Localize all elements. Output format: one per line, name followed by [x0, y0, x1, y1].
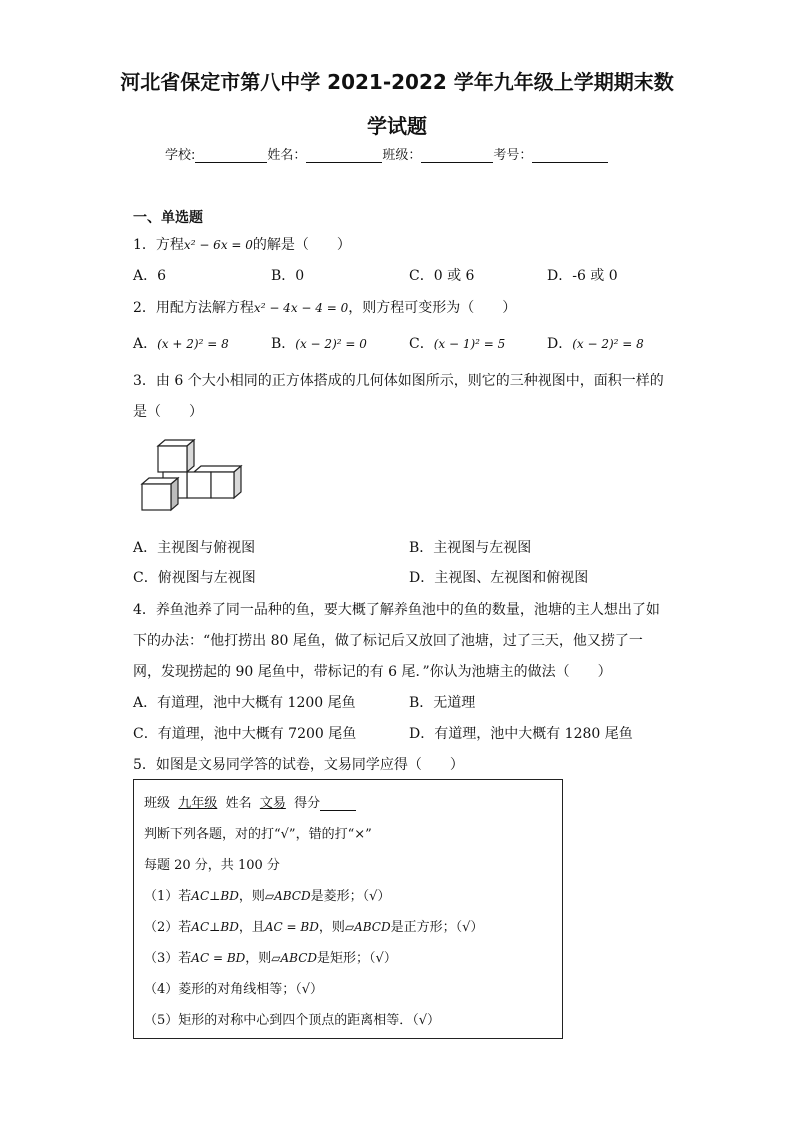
- q4-option-d: D．有道理，池中大概有 1280 尾鱼: [409, 726, 633, 742]
- answer-sheet-box: [133, 779, 563, 1039]
- q3-option-b: B．主视图与左视图: [409, 540, 532, 556]
- q1-option-c: C．0 或 6: [409, 268, 475, 284]
- q3-option-c: C．俯视图与左视图: [133, 570, 256, 586]
- q2-equation: x² − 4x − 4 = 0: [253, 301, 349, 315]
- cube-side-face: [187, 440, 194, 472]
- sheet-name-value: 文易: [259, 796, 286, 811]
- q1-option-a: A．6: [133, 268, 167, 284]
- sheet-class-value: 九年级: [178, 796, 218, 811]
- q1-equation: x² − 6x = 0: [183, 238, 253, 252]
- row-cube-1: [187, 472, 211, 498]
- sheet-item-5: （5）矩形的对称中心到四个顶点的距离相等．（√）: [144, 1013, 441, 1028]
- sheet-score-label: 得分: [294, 796, 321, 811]
- cube-front-face: [158, 446, 187, 472]
- q4-option-b: B．无道理: [409, 695, 476, 711]
- question-5: 5．如图是文易同学答的试卷，文易同学应得（ ）: [133, 757, 464, 773]
- sheet-name-label: 姓名: [225, 796, 252, 811]
- q1-post: 的解是（ ）: [252, 237, 351, 253]
- q4-option-c: C．有道理，池中大概有 7200 尾鱼: [133, 726, 357, 742]
- number-blank: [532, 148, 608, 163]
- sheet-item-4: （4）菱形的对角线相等；（√）: [144, 982, 324, 997]
- row-cube-2: [211, 472, 234, 498]
- front-cube-side: [171, 478, 178, 510]
- q3-option-a: A．主视图与俯视图: [133, 540, 256, 556]
- front-cube-face: [142, 484, 171, 510]
- question-2: [133, 297, 516, 317]
- question-4-line1: 4．养鱼池养了同一品种的鱼，要大概了解养鱼池中的鱼的数量，池塘的主人想出了如: [133, 602, 660, 618]
- question-3-line2: 是（ ）: [133, 404, 203, 420]
- q1-option-d: D．-6 或 0: [547, 268, 618, 284]
- q2-pre: 2．用配方法解方程: [133, 300, 254, 316]
- student-info-row: [165, 144, 608, 163]
- row-top-face: [194, 466, 241, 472]
- name-label: 姓名：: [267, 148, 307, 163]
- school-blank: [195, 148, 267, 163]
- school-label: 学校:: [165, 148, 196, 163]
- q2-option-d: D．(x − 2)² = 8: [547, 336, 644, 352]
- class-blank: [421, 148, 493, 163]
- sheet-header-row: [144, 792, 356, 811]
- q1-option-b: B．0: [271, 268, 305, 284]
- number-label: 考号：: [493, 148, 533, 163]
- sheet-item-3: （3）若AC = BD，则▱ABCD是矩形；（√）: [144, 951, 397, 966]
- sheet-class-label: 班级: [144, 796, 171, 811]
- q2-option-b: B．(x − 2)² = 0: [271, 336, 367, 352]
- q2-option-a: A．(x + 2)² = 8: [133, 336, 229, 352]
- class-label: 班级：: [382, 148, 422, 163]
- exam-title-line1: 河北省保定市第八中学 2021-2022 学年九年级上学期期末数: [120, 70, 674, 94]
- q2-option-c: C．(x − 1)² = 5: [409, 336, 506, 352]
- q4-option-a: A．有道理，池中大概有 1200 尾鱼: [133, 695, 356, 711]
- q3-option-d: D．主视图、左视图和俯视图: [409, 570, 589, 586]
- question-1: [133, 234, 351, 254]
- section-heading: 一、单选题: [133, 210, 203, 226]
- exam-title-line2: 学试题: [367, 114, 427, 138]
- sheet-item-2: （2）若AC⊥BD，且AC = BD，则▱ABCD是正方形；（√）: [144, 920, 484, 935]
- q1-pre: 1．方程: [133, 237, 184, 253]
- row-side-face: [234, 466, 241, 498]
- name-blank: [306, 148, 382, 163]
- question-4-line2: 下的办法：“他打捞出 80 尾鱼，做了标记后又放回了池塘，过了三天，他又捞了一: [133, 633, 643, 649]
- sheet-instruction: 判断下列各题，对的打“√”，错的打“×”: [144, 827, 372, 842]
- question-4-line3: 网，发现捞起的 90 尾鱼中，带标记的有 6 尾．”你认为池塘主的做法（ ）: [133, 664, 612, 680]
- sheet-item-1: （1）若AC⊥BD，则▱ABCD是菱形；（√）: [144, 889, 391, 904]
- question-3-line1: 3．由 6 个大小相同的正方体搭成的几何体如图所示，则它的三种视图中，面积一样的: [133, 373, 664, 389]
- sheet-score-blank: [320, 797, 356, 811]
- sheet-points: 每题 20 分，共 100 分: [144, 858, 280, 873]
- q2-post: ，则方程可变形为（ ）: [348, 300, 517, 316]
- cube-stack-figure: [138, 436, 248, 516]
